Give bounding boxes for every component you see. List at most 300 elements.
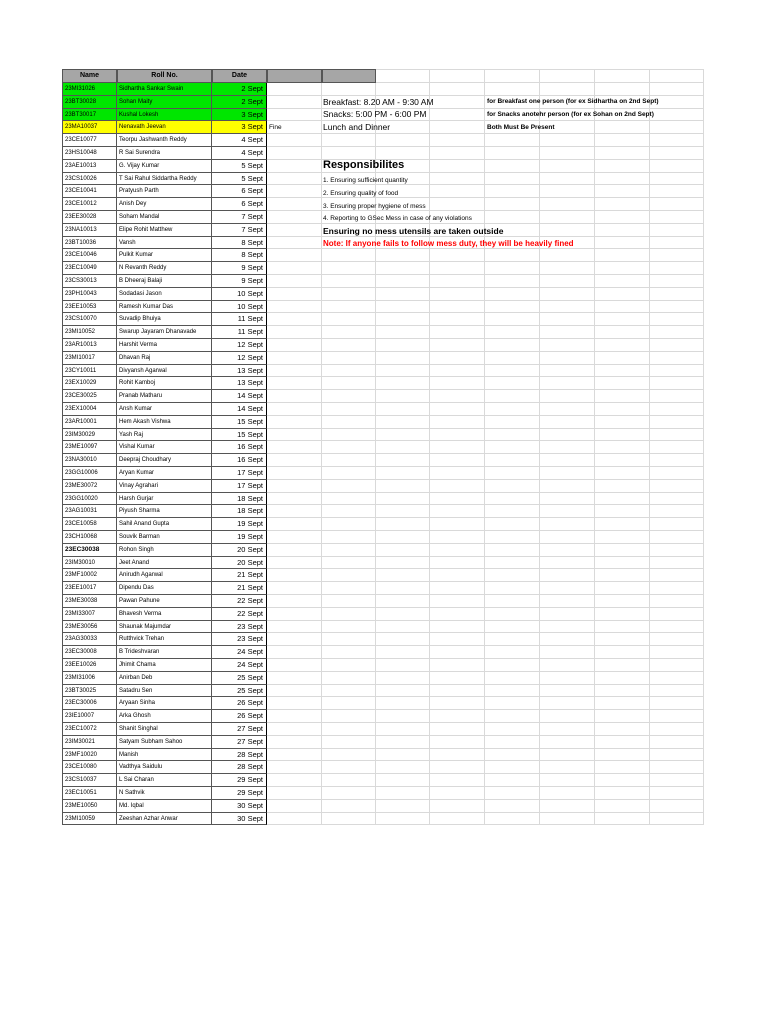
name-cell[interactable]: 23NA30010	[62, 454, 117, 467]
name-cell[interactable]: 23MI10059	[62, 813, 117, 826]
grid-cell[interactable]	[430, 595, 485, 608]
grid-cell[interactable]	[267, 198, 322, 211]
grid-cell[interactable]	[595, 69, 650, 83]
grid-cell[interactable]	[650, 659, 704, 672]
grid-cell[interactable]	[595, 544, 650, 557]
grid-cell[interactable]	[322, 429, 376, 442]
grid-cell[interactable]	[322, 582, 376, 595]
grid-cell[interactable]	[430, 697, 485, 710]
grid-cell[interactable]	[595, 326, 650, 339]
grid-cell[interactable]	[430, 621, 485, 634]
grid-cell[interactable]	[540, 544, 595, 557]
date-cell[interactable]: 16 Sept	[212, 454, 267, 467]
grid-cell[interactable]	[485, 774, 540, 787]
grid-cell[interactable]	[540, 659, 595, 672]
name-cell[interactable]: 23HS10048	[62, 147, 117, 160]
date-cell[interactable]: 14 Sept	[212, 403, 267, 416]
grid-cell[interactable]	[267, 672, 322, 685]
grid-cell[interactable]	[267, 505, 322, 518]
grid-cell[interactable]	[540, 774, 595, 787]
name-cell[interactable]: 23ME30038	[62, 595, 117, 608]
grid-cell[interactable]	[595, 121, 650, 134]
grid-cell[interactable]	[540, 249, 595, 262]
roll-cell[interactable]: Piyush Sharma	[117, 505, 212, 518]
date-cell[interactable]: 13 Sept	[212, 377, 267, 390]
grid-cell[interactable]	[485, 787, 540, 800]
grid-cell[interactable]	[376, 646, 430, 659]
grid-cell[interactable]	[540, 646, 595, 659]
date-cell[interactable]: 10 Sept	[212, 288, 267, 301]
grid-cell[interactable]	[376, 275, 430, 288]
grid-cell[interactable]	[267, 621, 322, 634]
date-cell[interactable]: 23 Sept	[212, 621, 267, 634]
grid-cell[interactable]	[650, 672, 704, 685]
grid-cell[interactable]	[650, 710, 704, 723]
grid-cell[interactable]	[430, 761, 485, 774]
grid-cell[interactable]	[267, 710, 322, 723]
roll-cell[interactable]: Sohan Maity	[117, 96, 212, 109]
grid-cell[interactable]	[485, 301, 540, 314]
grid-cell[interactable]	[376, 595, 430, 608]
grid-cell[interactable]	[376, 608, 430, 621]
grid-cell[interactable]	[595, 377, 650, 390]
grid-cell[interactable]	[376, 326, 430, 339]
grid-cell[interactable]	[376, 249, 430, 262]
grid-cell[interactable]	[430, 390, 485, 403]
grid-cell[interactable]	[485, 83, 540, 96]
grid-cell[interactable]	[485, 493, 540, 506]
grid-cell[interactable]	[650, 774, 704, 787]
grid-cell[interactable]	[267, 813, 322, 826]
grid-cell[interactable]	[650, 493, 704, 506]
grid-cell[interactable]	[650, 224, 704, 237]
grid-cell[interactable]	[485, 480, 540, 493]
date-cell[interactable]: 3 Sept	[212, 121, 267, 134]
grid-cell[interactable]	[430, 288, 485, 301]
grid-cell[interactable]	[267, 313, 322, 326]
grid-cell[interactable]	[430, 582, 485, 595]
date-cell[interactable]: 24 Sept	[212, 646, 267, 659]
grid-cell[interactable]	[540, 467, 595, 480]
grid-cell[interactable]	[595, 505, 650, 518]
grid-cell[interactable]	[595, 595, 650, 608]
grid-cell[interactable]	[430, 480, 485, 493]
grid-cell[interactable]	[267, 160, 322, 173]
date-cell[interactable]: 14 Sept	[212, 390, 267, 403]
date-cell[interactable]: 28 Sept	[212, 761, 267, 774]
grid-cell[interactable]	[485, 621, 540, 634]
grid-cell[interactable]	[376, 134, 430, 147]
grid-cell[interactable]	[430, 352, 485, 365]
grid-cell[interactable]	[595, 160, 650, 173]
date-cell[interactable]: 4 Sept	[212, 134, 267, 147]
roll-cell[interactable]: Suvadip Bhuiya	[117, 313, 212, 326]
date-cell[interactable]: 20 Sept	[212, 557, 267, 570]
grid-cell[interactable]	[322, 249, 376, 262]
grid-cell[interactable]	[540, 403, 595, 416]
grid-cell[interactable]	[376, 480, 430, 493]
grid-cell[interactable]	[267, 249, 322, 262]
name-cell[interactable]: 23MA10037	[62, 121, 117, 134]
grid-cell[interactable]	[322, 518, 376, 531]
grid-cell[interactable]	[650, 544, 704, 557]
grid-cell[interactable]	[650, 569, 704, 582]
grid-cell[interactable]	[595, 454, 650, 467]
name-cell[interactable]: 23AG30033	[62, 633, 117, 646]
grid-cell[interactable]	[376, 685, 430, 698]
grid-cell[interactable]	[595, 313, 650, 326]
grid-cell[interactable]	[595, 749, 650, 762]
grid-cell[interactable]	[430, 160, 485, 173]
roll-cell[interactable]: Sodadasi Jason	[117, 288, 212, 301]
grid-cell[interactable]	[540, 736, 595, 749]
date-cell[interactable]: 13 Sept	[212, 365, 267, 378]
grid-cell[interactable]	[430, 685, 485, 698]
grid-cell[interactable]	[595, 185, 650, 198]
grid-cell[interactable]	[485, 160, 540, 173]
grid-cell[interactable]	[430, 800, 485, 813]
grid-cell[interactable]	[267, 659, 322, 672]
grid-cell[interactable]	[430, 301, 485, 314]
grid-cell[interactable]	[322, 749, 376, 762]
date-cell[interactable]: 5 Sept	[212, 173, 267, 186]
date-cell[interactable]: 8 Sept	[212, 249, 267, 262]
grid-cell[interactable]	[595, 736, 650, 749]
grid-cell[interactable]	[267, 429, 322, 442]
grid-cell[interactable]	[540, 800, 595, 813]
grid-cell[interactable]	[267, 736, 322, 749]
grid-cell[interactable]	[485, 672, 540, 685]
grid-cell[interactable]	[322, 288, 376, 301]
grid-cell[interactable]	[322, 416, 376, 429]
grid-cell[interactable]	[485, 813, 540, 826]
grid-cell[interactable]	[540, 749, 595, 762]
grid-cell[interactable]	[540, 224, 595, 237]
grid-cell[interactable]	[595, 710, 650, 723]
grid-cell[interactable]	[650, 301, 704, 314]
grid-cell[interactable]	[376, 454, 430, 467]
grid-cell[interactable]	[322, 275, 376, 288]
roll-cell[interactable]: Elipe Rohit Matthew	[117, 224, 212, 237]
grid-cell[interactable]	[267, 608, 322, 621]
grid-cell[interactable]	[322, 723, 376, 736]
name-cell[interactable]: 23ME10050	[62, 800, 117, 813]
roll-cell[interactable]: Pawan Pahune	[117, 595, 212, 608]
grid-cell[interactable]	[540, 173, 595, 186]
roll-cell[interactable]: Deepraj Choudhary	[117, 454, 212, 467]
roll-cell[interactable]: Pranab Matharu	[117, 390, 212, 403]
grid-cell[interactable]	[650, 198, 704, 211]
roll-cell[interactable]: Rutthvick Trehan	[117, 633, 212, 646]
grid-cell[interactable]	[376, 365, 430, 378]
date-cell[interactable]: 23 Sept	[212, 633, 267, 646]
grid-cell[interactable]	[322, 262, 376, 275]
grid-cell[interactable]	[595, 480, 650, 493]
grid-cell[interactable]	[322, 480, 376, 493]
grid-cell[interactable]	[485, 134, 540, 147]
grid-cell[interactable]	[430, 736, 485, 749]
grid-cell[interactable]	[430, 544, 485, 557]
grid-cell[interactable]	[430, 365, 485, 378]
grid-cell[interactable]	[540, 147, 595, 160]
grid-cell[interactable]	[595, 646, 650, 659]
grid-cell[interactable]	[267, 416, 322, 429]
grid-cell[interactable]	[322, 813, 376, 826]
date-cell[interactable]: 12 Sept	[212, 352, 267, 365]
grid-cell[interactable]	[540, 134, 595, 147]
date-cell[interactable]: 8 Sept	[212, 237, 267, 250]
roll-cell[interactable]: B Dheeraj Balaji	[117, 275, 212, 288]
grid-cell[interactable]	[267, 531, 322, 544]
date-cell[interactable]: 21 Sept	[212, 569, 267, 582]
grid-cell[interactable]	[376, 147, 430, 160]
roll-cell[interactable]: Anirban Deb	[117, 672, 212, 685]
grid-cell[interactable]	[430, 672, 485, 685]
grid-cell[interactable]	[650, 109, 704, 122]
grid-cell[interactable]	[430, 467, 485, 480]
grid-cell[interactable]	[376, 467, 430, 480]
date-cell[interactable]: 27 Sept	[212, 736, 267, 749]
date-cell[interactable]: 6 Sept	[212, 198, 267, 211]
grid-cell[interactable]	[485, 633, 540, 646]
date-cell[interactable]: 15 Sept	[212, 416, 267, 429]
date-cell[interactable]: 18 Sept	[212, 493, 267, 506]
date-cell[interactable]: 25 Sept	[212, 685, 267, 698]
grid-cell[interactable]	[376, 569, 430, 582]
grid-cell[interactable]	[376, 403, 430, 416]
date-cell[interactable]: 12 Sept	[212, 339, 267, 352]
grid-cell[interactable]	[540, 377, 595, 390]
grid-cell[interactable]	[267, 749, 322, 762]
name-cell[interactable]: 23CY10011	[62, 365, 117, 378]
grid-cell[interactable]	[595, 800, 650, 813]
header-name[interactable]: Name	[62, 69, 117, 83]
grid-cell[interactable]	[430, 441, 485, 454]
roll-cell[interactable]: Teorpu Jashwanth Reddy	[117, 134, 212, 147]
name-cell[interactable]: 23AR10001	[62, 416, 117, 429]
grid-cell[interactable]	[267, 96, 322, 109]
roll-cell[interactable]: Md. Iqbal	[117, 800, 212, 813]
grid-cell[interactable]	[650, 237, 704, 250]
name-cell[interactable]: 23CE10046	[62, 249, 117, 262]
grid-cell[interactable]	[650, 173, 704, 186]
grid-cell[interactable]	[595, 531, 650, 544]
grid-cell[interactable]	[595, 339, 650, 352]
date-cell[interactable]: 15 Sept	[212, 429, 267, 442]
grid-cell[interactable]	[540, 531, 595, 544]
grid-cell[interactable]	[376, 262, 430, 275]
grid-cell[interactable]	[322, 365, 376, 378]
grid-cell[interactable]	[650, 557, 704, 570]
grid-cell[interactable]	[595, 582, 650, 595]
grid-cell[interactable]	[540, 710, 595, 723]
name-cell[interactable]: 23CS10037	[62, 774, 117, 787]
name-cell[interactable]: 23EC10072	[62, 723, 117, 736]
grid-cell[interactable]	[267, 557, 322, 570]
roll-cell[interactable]: Kushal Lokesh	[117, 109, 212, 122]
roll-cell[interactable]: Sahil Anand Gupta	[117, 518, 212, 531]
grid-cell[interactable]	[650, 582, 704, 595]
grid-cell[interactable]	[267, 697, 322, 710]
grid-cell[interactable]	[267, 365, 322, 378]
grid-cell[interactable]	[540, 685, 595, 698]
grid-cell[interactable]	[485, 608, 540, 621]
roll-cell[interactable]: B Trideshvaran	[117, 646, 212, 659]
name-cell[interactable]: 23MI31026	[62, 83, 117, 96]
grid-cell[interactable]	[430, 198, 485, 211]
grid-cell[interactable]	[430, 377, 485, 390]
grid-cell[interactable]	[322, 774, 376, 787]
grid-cell[interactable]	[650, 147, 704, 160]
grid-cell[interactable]	[322, 569, 376, 582]
grid-cell[interactable]	[595, 416, 650, 429]
grid-cell[interactable]	[485, 147, 540, 160]
grid-cell[interactable]	[376, 531, 430, 544]
grid-cell[interactable]	[322, 454, 376, 467]
grid-cell[interactable]	[595, 774, 650, 787]
grid-cell[interactable]	[267, 493, 322, 506]
grid-cell[interactable]	[650, 749, 704, 762]
grid-cell[interactable]	[376, 83, 430, 96]
grid-cell[interactable]	[267, 787, 322, 800]
grid-cell[interactable]	[430, 416, 485, 429]
date-cell[interactable]: 17 Sept	[212, 467, 267, 480]
grid-cell[interactable]	[595, 249, 650, 262]
grid-cell[interactable]	[267, 377, 322, 390]
grid-cell[interactable]	[540, 301, 595, 314]
grid-cell[interactable]	[267, 173, 322, 186]
grid-cell[interactable]	[322, 595, 376, 608]
grid-cell[interactable]	[540, 429, 595, 442]
grid-cell[interactable]	[540, 813, 595, 826]
grid-cell[interactable]	[322, 352, 376, 365]
roll-cell[interactable]: Aryaan Sinha	[117, 697, 212, 710]
grid-cell[interactable]	[267, 390, 322, 403]
grid-cell[interactable]	[595, 787, 650, 800]
grid-cell[interactable]	[322, 557, 376, 570]
grid-cell[interactable]	[485, 659, 540, 672]
roll-cell[interactable]: Bhavesh Verma	[117, 608, 212, 621]
roll-cell[interactable]: Arka Ghosh	[117, 710, 212, 723]
date-cell[interactable]: 29 Sept	[212, 774, 267, 787]
grid-cell[interactable]	[485, 403, 540, 416]
roll-cell[interactable]: N Sathvik	[117, 787, 212, 800]
name-cell[interactable]: 23EE10017	[62, 582, 117, 595]
grid-cell[interactable]	[485, 710, 540, 723]
grid-cell[interactable]	[376, 416, 430, 429]
grid-cell[interactable]	[650, 249, 704, 262]
grid-cell[interactable]	[540, 326, 595, 339]
grid-cell[interactable]	[650, 275, 704, 288]
grid-cell[interactable]	[650, 633, 704, 646]
name-cell[interactable]: 23CE10058	[62, 518, 117, 531]
grid-cell[interactable]	[650, 339, 704, 352]
grid-cell[interactable]	[322, 403, 376, 416]
roll-cell[interactable]: Manish	[117, 749, 212, 762]
roll-cell[interactable]: Ramesh Kumar Das	[117, 301, 212, 314]
roll-cell[interactable]: Ansh Kumar	[117, 403, 212, 416]
grid-cell[interactable]	[267, 518, 322, 531]
grid-cell[interactable]	[485, 352, 540, 365]
grid-cell[interactable]	[650, 326, 704, 339]
grid-cell[interactable]	[376, 339, 430, 352]
date-cell[interactable]: 10 Sept	[212, 301, 267, 314]
grid-cell[interactable]	[267, 467, 322, 480]
grid-cell[interactable]	[540, 352, 595, 365]
grid-cell[interactable]	[376, 377, 430, 390]
grid-cell[interactable]	[595, 429, 650, 442]
date-cell[interactable]: 21 Sept	[212, 582, 267, 595]
name-cell[interactable]: 23EC30008	[62, 646, 117, 659]
grid-cell[interactable]	[595, 173, 650, 186]
grid-cell[interactable]	[430, 275, 485, 288]
grid-cell[interactable]	[650, 723, 704, 736]
roll-cell[interactable]: Sidhartha Sankar Swain	[117, 83, 212, 96]
grid-cell[interactable]	[267, 441, 322, 454]
roll-cell[interactable]: N Revanth Reddy	[117, 262, 212, 275]
grid-cell[interactable]	[595, 518, 650, 531]
roll-cell[interactable]: Harshit Verma	[117, 339, 212, 352]
grid-cell[interactable]	[430, 173, 485, 186]
roll-cell[interactable]: Dhavan Raj	[117, 352, 212, 365]
grid-cell[interactable]	[540, 697, 595, 710]
grid-cell[interactable]	[322, 544, 376, 557]
grid-cell[interactable]	[485, 275, 540, 288]
roll-cell[interactable]: Nenavath Jeevan	[117, 121, 212, 134]
grid-cell[interactable]	[430, 313, 485, 326]
grid-cell[interactable]	[595, 288, 650, 301]
roll-cell[interactable]: Shaunak Majumdar	[117, 621, 212, 634]
grid-cell[interactable]	[595, 608, 650, 621]
grid-cell[interactable]	[650, 761, 704, 774]
grid-cell[interactable]	[376, 390, 430, 403]
roll-cell[interactable]: L Sai Charan	[117, 774, 212, 787]
grid-cell[interactable]	[376, 774, 430, 787]
grid-cell[interactable]	[267, 147, 322, 160]
date-cell[interactable]: 25 Sept	[212, 672, 267, 685]
grid-cell[interactable]	[430, 147, 485, 160]
grid-cell[interactable]	[540, 723, 595, 736]
date-cell[interactable]: 16 Sept	[212, 441, 267, 454]
grid-cell[interactable]	[322, 710, 376, 723]
grid-cell[interactable]	[322, 313, 376, 326]
date-cell[interactable]: 4 Sept	[212, 147, 267, 160]
roll-cell[interactable]: Jeet Anand	[117, 557, 212, 570]
date-cell[interactable]: 7 Sept	[212, 224, 267, 237]
grid-cell[interactable]	[485, 173, 540, 186]
roll-cell[interactable]: Hem Akash Vishwa	[117, 416, 212, 429]
roll-cell[interactable]: Rohit Kamboj	[117, 377, 212, 390]
roll-cell[interactable]: Vishal Kumar	[117, 441, 212, 454]
grid-cell[interactable]	[376, 633, 430, 646]
grid-cell[interactable]	[540, 582, 595, 595]
header-date[interactable]: Date	[212, 69, 267, 83]
grid-cell[interactable]	[485, 531, 540, 544]
name-cell[interactable]: 23EE10026	[62, 659, 117, 672]
grid-cell[interactable]	[485, 211, 540, 224]
grid-cell[interactable]	[595, 390, 650, 403]
grid-cell[interactable]	[540, 633, 595, 646]
grid-cell[interactable]	[485, 723, 540, 736]
grid-cell[interactable]	[595, 723, 650, 736]
grid-cell[interactable]	[322, 787, 376, 800]
grid-cell[interactable]	[540, 416, 595, 429]
grid-cell[interactable]	[650, 480, 704, 493]
grid-cell[interactable]	[650, 787, 704, 800]
name-cell[interactable]: 23CE10077	[62, 134, 117, 147]
grid-cell[interactable]	[650, 390, 704, 403]
roll-cell[interactable]: Pulkit Kumar	[117, 249, 212, 262]
